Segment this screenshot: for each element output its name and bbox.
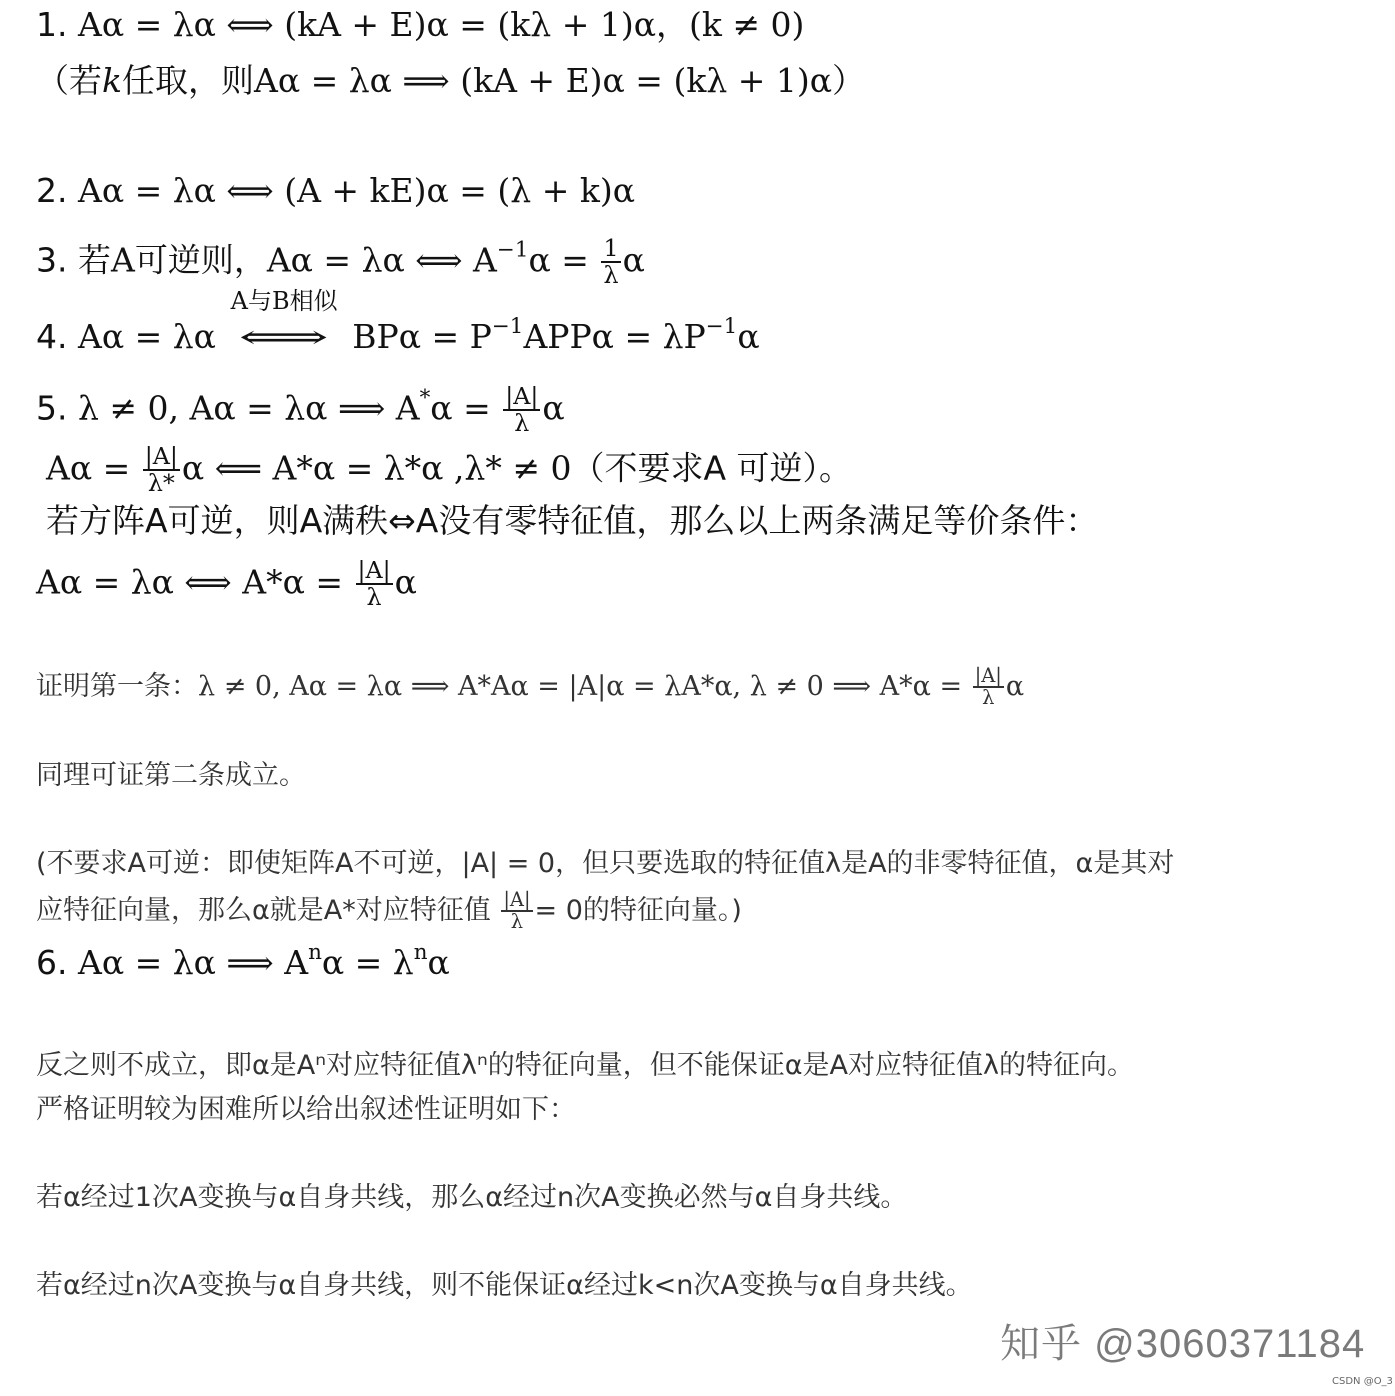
paragraph-text: 反之则不成立，即α是Aⁿ对应特征值λⁿ的特征向量，但不能保证α是A对应特征值λ的特征向。 [36, 1050, 1135, 1081]
var-k: k [102, 61, 122, 100]
item-5-condition [46, 502, 1098, 540]
fraction [601, 236, 620, 288]
exponent: n [413, 940, 428, 965]
fraction [503, 384, 540, 436]
labeled-arrow [226, 287, 341, 356]
converse-line [36, 1050, 1134, 1081]
formula: Aα = [46, 448, 131, 488]
paragraph-text: 若α经过1次A变换与α自身共线，那么α经过n次A变换必然与α自身共线。 [36, 1182, 908, 1213]
item-number: 6. [36, 943, 78, 982]
formula: α [394, 562, 417, 602]
fraction [356, 558, 393, 610]
item-5-converse [46, 444, 852, 496]
formula: α [737, 317, 760, 356]
paragraph-text: 应特征向量，那么α就是A*对应特征值 [36, 894, 491, 926]
formula: α = [430, 388, 491, 428]
formula: APPα = λP [523, 317, 706, 356]
formula: Aα = λα ⟺ A*α = [36, 562, 343, 602]
paragraph-text: = 0的特征向量。) [534, 894, 742, 926]
formula: α = λ [321, 943, 414, 982]
var-A: A [110, 240, 135, 280]
formula: λ ≠ 0, Aα = λα ⟹ A [77, 388, 420, 428]
item-number: 5. [36, 388, 78, 428]
paragraph-text: 若α经过n次A变换与α自身共线，则不能保证α经过k<n次A变换与α自身共线。 [36, 1270, 973, 1301]
item-number: 2. [36, 171, 78, 210]
item-number: 4. [36, 317, 78, 356]
paragraph-text: 同理可证第二条成立。 [36, 760, 306, 791]
formula: Aα = λα ⟺ (A + kE)α = (λ + k)α [77, 171, 636, 210]
note-line-1 [36, 848, 1174, 879]
fraction-numerator: |A| [974, 664, 1002, 687]
paragraph-text: (不要求A可逆：即使矩阵A不可逆，|A| = 0，但只要选取的特征值λ是A的非零特征值，α是其对 [36, 848, 1175, 879]
formula: α [1005, 670, 1025, 702]
fraction-denominator: λ [982, 686, 995, 710]
item-text: 可逆则， [134, 240, 267, 280]
note-text: （不要求A 可逆）。 [571, 448, 853, 488]
fraction-denominator: λ [510, 910, 524, 934]
item-5-line [36, 384, 565, 436]
formula: α ⟸ A*α = λ*α ,λ* ≠ 0 [181, 448, 572, 488]
iff-arrow: ⟺ [239, 317, 330, 356]
proof-first-line [36, 666, 1024, 709]
fraction [973, 666, 1004, 709]
fraction-denominator: λ [366, 582, 382, 611]
item-4-line [36, 287, 760, 356]
fraction-numerator: 1 [603, 234, 619, 262]
item-2-line [36, 172, 635, 210]
formula: α = [528, 240, 589, 280]
fraction [143, 444, 180, 496]
formula: Aα = λα ⟺ A [266, 240, 497, 280]
proof-label: 证明第一条： [36, 670, 198, 702]
exponent: n [308, 940, 322, 965]
fraction-numerator: |A| [505, 382, 539, 410]
exponent: −1 [496, 237, 529, 263]
condition-text: 若方阵A可逆，则A满秩⇔A没有零特征值，那么以上两条满足等价条件： [46, 501, 1099, 540]
formula: Aα = λα ⟹ A [77, 943, 309, 982]
zhihu-watermark: 知乎 @3060371184 [1000, 1322, 1366, 1366]
fraction-numerator: |A| [357, 556, 391, 584]
arrow-label: A与B相似 [230, 287, 338, 315]
argument-line-2 [36, 1270, 973, 1301]
formula: Aα = λα ⟺ (kA + E)α = (kλ + 1)α，(k ≠ 0) [77, 5, 805, 44]
formula: α [542, 388, 565, 428]
item-text: 3. 若 [36, 240, 111, 280]
note-text: 任取，则 [122, 61, 254, 100]
exponent: −1 [705, 314, 738, 339]
fraction-denominator: λ* [147, 468, 175, 497]
fraction-denominator: λ [514, 408, 530, 437]
item-6-line [36, 940, 450, 982]
csdn-watermark: CSDN @O_3 [1332, 1376, 1393, 1387]
item-1-line [36, 6, 804, 44]
note-line-2 [36, 890, 742, 933]
item-number: 1. [36, 5, 78, 44]
fraction [501, 890, 532, 933]
item-5-equivalence [36, 558, 417, 610]
item-3-line [36, 236, 645, 288]
note-text: ） [832, 61, 866, 100]
formula: α [427, 943, 450, 982]
formula: α [622, 240, 645, 280]
note-text: （若 [36, 61, 102, 100]
item-1-note [36, 62, 865, 100]
fraction-denominator: λ [603, 260, 619, 289]
proof-intro-line [36, 1094, 576, 1125]
formula: BPα = P [352, 317, 492, 356]
paragraph-text: 严格证明较为困难所以给出叙述性证明如下： [36, 1094, 576, 1125]
formula: λ ≠ 0, Aα = λα ⟹ A*Aα = |A|α = λA*α, λ ≠ 0 ⟹ A*α = [198, 670, 963, 702]
proof-second-line [36, 760, 306, 791]
formula: Aα = λα ⟹ (kA + E)α = (kλ + 1)α [254, 61, 833, 100]
fraction-numerator: |A| [144, 442, 178, 470]
exponent: −1 [491, 314, 524, 339]
argument-line-1 [36, 1182, 907, 1213]
fraction-numerator: |A| [503, 888, 531, 911]
formula: Aα = λα [77, 317, 216, 356]
exponent: * [419, 385, 431, 411]
